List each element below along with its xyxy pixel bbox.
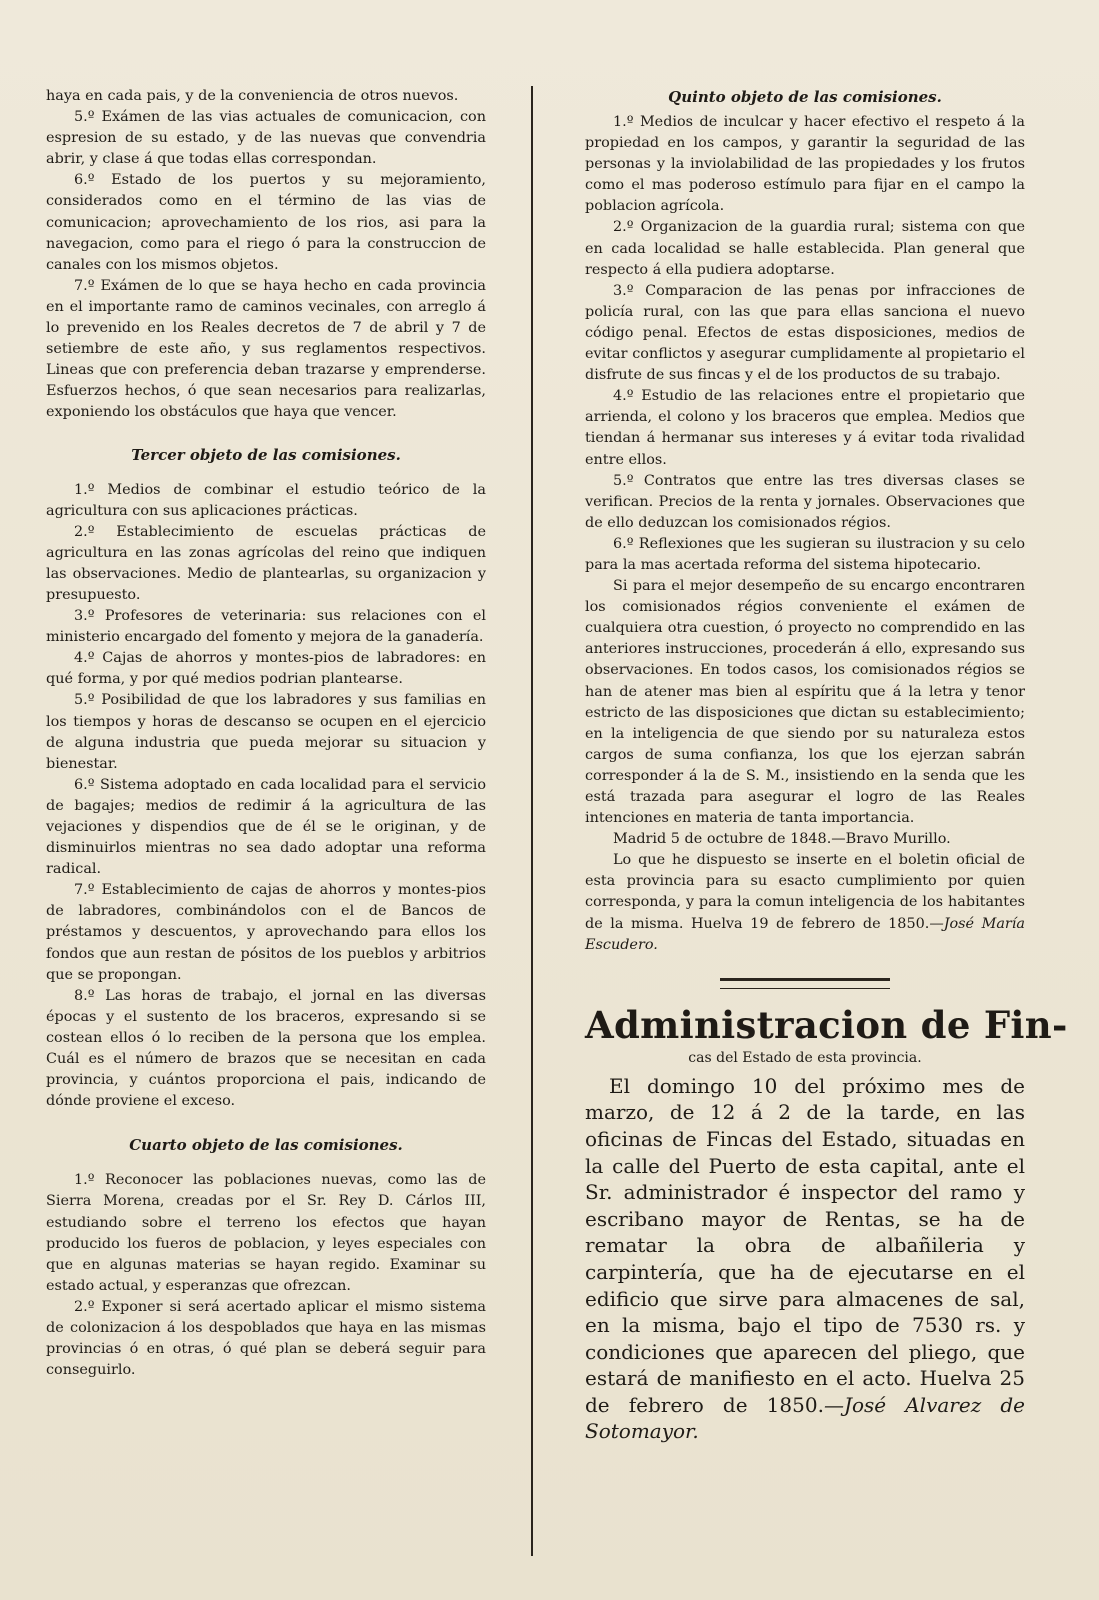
column-divider bbox=[531, 86, 533, 1556]
tercer-item-1: 1.º Medios de combinar el estudio teórico de la agricultura con sus aplicaciones prácticas. bbox=[46, 481, 486, 519]
tercer-item-6: 6.º Sistema adoptado en cada localidad para el servicio de bagajes; medios de redimir á la agricultura de las vejaciones y dispendios que de él se le originan, y de disminuirlos mientras no sea dado adoptar una reforma radical. bbox=[46, 776, 486, 878]
dateline-signature: Madrid 5 de octubre de 1848.—Bravo Murillo. bbox=[613, 831, 951, 848]
quinto-item-5: 5.º Contratos que entre las tres diversas clases se verifican. Precios de la renta y jornales. Observaciones que de ello deduzcan los comisionados régios. bbox=[585, 472, 1025, 531]
tercer-item-3: 3.º Profesores de veterinaria: sus relaciones con el ministerio encargado del fomento y mejora de la ganadería. bbox=[46, 608, 486, 646]
paragraph-continuation: haya en cada pais, y de la conveniencia de otros nuevos. bbox=[46, 88, 459, 104]
auction-notice bbox=[585, 1073, 1025, 1445]
quinto-item-2: 2.º Organizacion de la guardia rural; sistema con que en cada localidad se halle establecida. Plan general que respecto á ella pudiera adoptarse. bbox=[585, 219, 1025, 278]
auction-notice-signature: —José Alvarez de Sotomayor. bbox=[585, 1392, 1025, 1444]
closing-instructions: Si para el mejor desempeño de su encargo encontraren los comisionados régios conveniente el exámen de cualquiera otra cuestion, ó proyecto no comprendido en las anteriores instrucciones, procederán á ello, expresando sus observaciones. En todos casos, los comisionados régios se han de atener mas bien al espíritu que á la letra y tenor estricto de las disposiciones que dictan su establecimiento; en la inteligencia de que siendo por su naturaleza estos cargos de suma confianza, los que los ejerzan sabrán corresponder á la de S. M., insistiendo en la senda que les está trazada para asegurar el logro de las Reales intenciones en materia de tanta importancia. bbox=[585, 578, 1025, 827]
notice-title: Administracion de Fin- bbox=[585, 1002, 1068, 1047]
quinto-item-1: 1.º Medios de inculcar y hacer efectivo el respeto á la propiedad en los campos, y garantir la seguridad de las personas y la inviolabilidad de las propiedades y los frutos como el mas poderoso estímulo para fijar en el campo la poblacion agrícola. bbox=[585, 114, 1025, 215]
item-7-caminos: 7.º Exámen de lo que se haya hecho en cada provincia en el importante ramo de caminos vecinales, con arreglo á lo prevenido en los Reales decretos de 7 de abril y 7 de setiembre de este año, y sus reglamentos respectivos. Lineas que con preferencia deban trazarse y emprenderse. Esfuerzos hechos, ó que sean necesarios para realizarlas, exponiendo los obstáculos que haya que vencer. bbox=[46, 277, 486, 421]
governor-signature: —José María Escudero. bbox=[585, 915, 1025, 953]
tercer-item-2: 2.º Establecimiento de escuelas prácticas de agricultura en las zonas agrícolas del reino que indiquen las observaciones. Medio de plantearlas, su organizacion y presupuesto. bbox=[46, 523, 486, 603]
item-5-vias: 5.º Exámen de las vias actuales de comunicacion, con espresion de su estado, y de las nuevas que convendria abrir, y clase á que todas ellas correspondan. bbox=[46, 109, 486, 168]
governor-order-text: Lo que he dispuesto se inserte en el boletin oficial de esta provincia para su esacto cumplimiento por quien corresponda, y para la comun inteligencia de los habitantes de la misma. Huelva 19 de febrero de 1850. bbox=[585, 852, 1025, 932]
quinto-item-3: 3.º Comparacion de las penas por infracciones de policía rural, con las que para ellas sanciona el nuevo código penal. Efectos de estas disposiciones, medios de evitar conflictos y asegurar cumplidamente al propietario el disfrute de sus fincas y el de los productos de su trabajo. bbox=[585, 282, 1025, 384]
notice-subtitle: cas del Estado de esta provincia. bbox=[688, 1049, 922, 1066]
section-heading-quinto-objeto: Quinto objeto de las comisiones. bbox=[668, 88, 942, 106]
tercer-item-4: 4.º Cajas de ahorros y montes-pios de labradores: en qué forma, y por qué medios podrian plantearse. bbox=[46, 650, 486, 688]
auction-notice-text: El domingo 10 del próximo mes de marzo, de 12 á 2 de la tarde, en las oficinas de Fincas del Estado, situadas en la calle del Puerto de esta capital, ante el Sr. administrador é inspector del ramo y escribano mayor de Rentas, se ha de rematar la obra de albañileria y carpintería, que ha de ejecutarse en el edificio que sirve para almacenes de sal, en la misma, bajo el tipo de 7530 rs. y condiciones que aparecen del pliego, que estará de manifiesto en el acto. Huelva 25 de febrero de 1850. bbox=[585, 1073, 1025, 1417]
auction-notice-body bbox=[585, 1073, 1025, 1445]
cuarto-item-2: 2.º Exponer si será acertado aplicar el mismo sistema de colonizacion á los despoblados que haya en las mismas provincias ó en otras, ó qué plan se deberá seguir para conseguirlo. bbox=[46, 1298, 486, 1379]
section-heading-cuarto-objeto: Cuarto objeto de las comisiones. bbox=[129, 1136, 403, 1155]
tercer-item-5: 5.º Posibilidad de que los labradores y sus familias en los tiempos y horas de descanso se ocupen en el ejercicio de alguna industria que pueda mejorar su situacion y bienestar. bbox=[46, 692, 486, 772]
tercer-item-8: 8.º Las horas de trabajo, el jornal en las diversas épocas y el sustento de los braceros, expresando si se costean ellos ó lo reciben de la persona que los emplea. Cuál es el número de brazos que se necesitan en cada provincia, y cuántos proporciona el pais, indicando de dónde proviene el exceso. bbox=[46, 987, 486, 1110]
left-column bbox=[46, 86, 486, 1381]
governor-order bbox=[585, 850, 1025, 955]
item-6-puertos: 6.º Estado de los puertos y su mejoramiento, considerados como en el término de las vias de comunicacion; aprovechamiento de los rios, asi para la navegacion, como para el riego ó para la construccion de canales con los mismos objetos. bbox=[46, 172, 486, 273]
right-column bbox=[585, 86, 1068, 1445]
quinto-item-4: 4.º Estudio de las relaciones entre el propietario que arrienda, el colono y los braceros que emplea. Medios que tiendan á hermanar sus intereses y á evitar toda rivalidad entre ellos. bbox=[585, 388, 1025, 468]
tercer-item-7: 7.º Establecimiento de cajas de ahorros y montes-pios de labradores, combinándolos con el de Bancos de préstamos y descuentos, y aprovechando para ellos los fondos que aun restan de pósitos de los pueblos y arbitrios que se propongan. bbox=[46, 882, 486, 983]
section-heading-tercer-objeto: Tercer objeto de las comisiones. bbox=[131, 445, 401, 464]
section-ornament-rule bbox=[720, 978, 890, 989]
quinto-item-6: 6.º Reflexiones que les sugieran su ilustracion y su celo para la mas acertada reforma del sistema hipotecario. bbox=[585, 535, 1025, 573]
cuarto-item-1: 1.º Reconocer las poblaciones nuevas, como las de Sierra Morena, creadas por el Sr. Rey D. Cárlos III, estudiando sobre el terreno los efectos que hayan producido los fueros de poblacion, y leyes especiales con que en algunas materias se hayan regido. Examinar su estado actual, y esperanzas que ofrezcan. bbox=[46, 1172, 486, 1294]
